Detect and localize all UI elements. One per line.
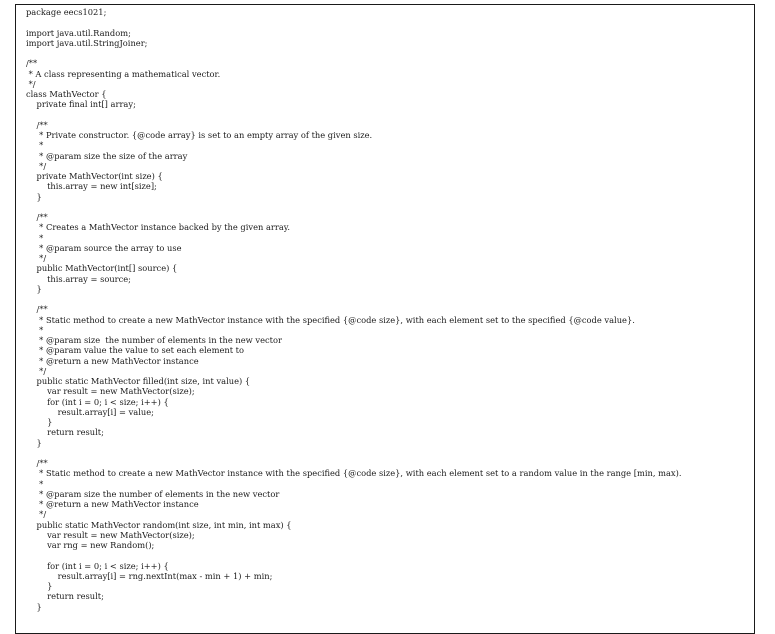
code-line: this.array = source; bbox=[26, 273, 131, 284]
code-line: public MathVector(int[] source) { bbox=[26, 263, 178, 274]
code-line bbox=[26, 550, 681, 560]
code-line: */ bbox=[26, 509, 47, 520]
code-line: */ bbox=[26, 160, 47, 171]
code-line: for (int i = 0; i < size; i++) { bbox=[26, 560, 169, 571]
code-line bbox=[26, 110, 681, 120]
code-line: import java.util.StringJoiner; bbox=[26, 37, 148, 48]
code-line: * bbox=[26, 324, 44, 335]
code-line: var result = new MathVector(size); bbox=[26, 529, 195, 540]
code-line: private MathVector(int size) { bbox=[26, 171, 163, 181]
code-line: this.array = new int[size]; bbox=[26, 181, 157, 192]
code-line: for (int i = 0; i < size; i++) { bbox=[26, 396, 169, 407]
code-line: package eecs1021; bbox=[26, 7, 107, 17]
code-line bbox=[26, 202, 681, 212]
code-line: /** bbox=[26, 304, 48, 315]
code-line: /** bbox=[26, 58, 38, 69]
code-line: /** bbox=[26, 458, 48, 468]
code-line: } bbox=[26, 283, 42, 294]
document-page bbox=[15, 4, 755, 634]
code-line: * A class representing a mathematical vector. bbox=[26, 68, 221, 79]
code-line: /** bbox=[26, 119, 48, 130]
code-line: * @param size the size of the array bbox=[26, 150, 188, 161]
code-line: class MathVector { bbox=[26, 89, 107, 99]
code-line: } bbox=[26, 437, 42, 448]
code-line: /** bbox=[26, 212, 48, 222]
code-line: result.array[i] = value; bbox=[26, 406, 154, 417]
code-line bbox=[26, 294, 681, 304]
code-line: * Static method to create a new MathVector instance with the specified {@code size}, with each element set to a random value in the range [min, max). bbox=[26, 468, 682, 479]
code-line: var result = new MathVector(size); bbox=[26, 386, 195, 397]
code-line: } bbox=[26, 417, 53, 427]
code-line: * Static method to create a new MathVector instance with the specified {@code size}, with each element set to the specified {@code value}. bbox=[26, 314, 635, 325]
code-line bbox=[26, 17, 681, 27]
code-line: import java.util.Random; bbox=[26, 27, 131, 38]
code-line: } bbox=[26, 601, 42, 612]
code-line: public static MathVector random(int size, int min, int max) { bbox=[26, 519, 292, 530]
code-line: * @param size the number of elements in the new vector bbox=[26, 488, 280, 499]
code-line: */ bbox=[26, 253, 47, 263]
code-line: var rng = new Random(); bbox=[26, 540, 155, 550]
code-line: * bbox=[26, 478, 44, 489]
code-line: result.array[i] = rng.nextInt(max - min + 1) + min; bbox=[26, 570, 273, 581]
source-code-block bbox=[26, 7, 681, 612]
code-line: return result; bbox=[26, 427, 104, 438]
code-line: * bbox=[26, 140, 44, 151]
code-line: } bbox=[26, 191, 42, 202]
code-line: * @param source the array to use bbox=[26, 242, 182, 253]
code-line: * bbox=[26, 232, 44, 243]
code-line: private final int[] array; bbox=[26, 99, 136, 110]
code-line: * @param size the number of elements in the new vector bbox=[26, 335, 282, 345]
code-line: } bbox=[26, 581, 53, 591]
code-line: * Creates a MathVector instance backed by the given array. bbox=[26, 222, 291, 233]
code-line: public static MathVector filled(int size, int value) { bbox=[26, 376, 251, 386]
code-line bbox=[26, 48, 681, 58]
code-line: * @param value the value to set each element to bbox=[26, 345, 245, 356]
code-line: */ bbox=[26, 78, 36, 89]
code-line: return result; bbox=[26, 591, 104, 602]
code-line: */ bbox=[26, 365, 47, 376]
code-line: * @return a new MathVector instance bbox=[26, 499, 199, 509]
code-line: * Private constructor. {@code array} is set to an empty array of the given size. bbox=[26, 130, 373, 140]
code-line bbox=[26, 448, 681, 458]
code-line: * @return a new MathVector instance bbox=[26, 355, 199, 366]
